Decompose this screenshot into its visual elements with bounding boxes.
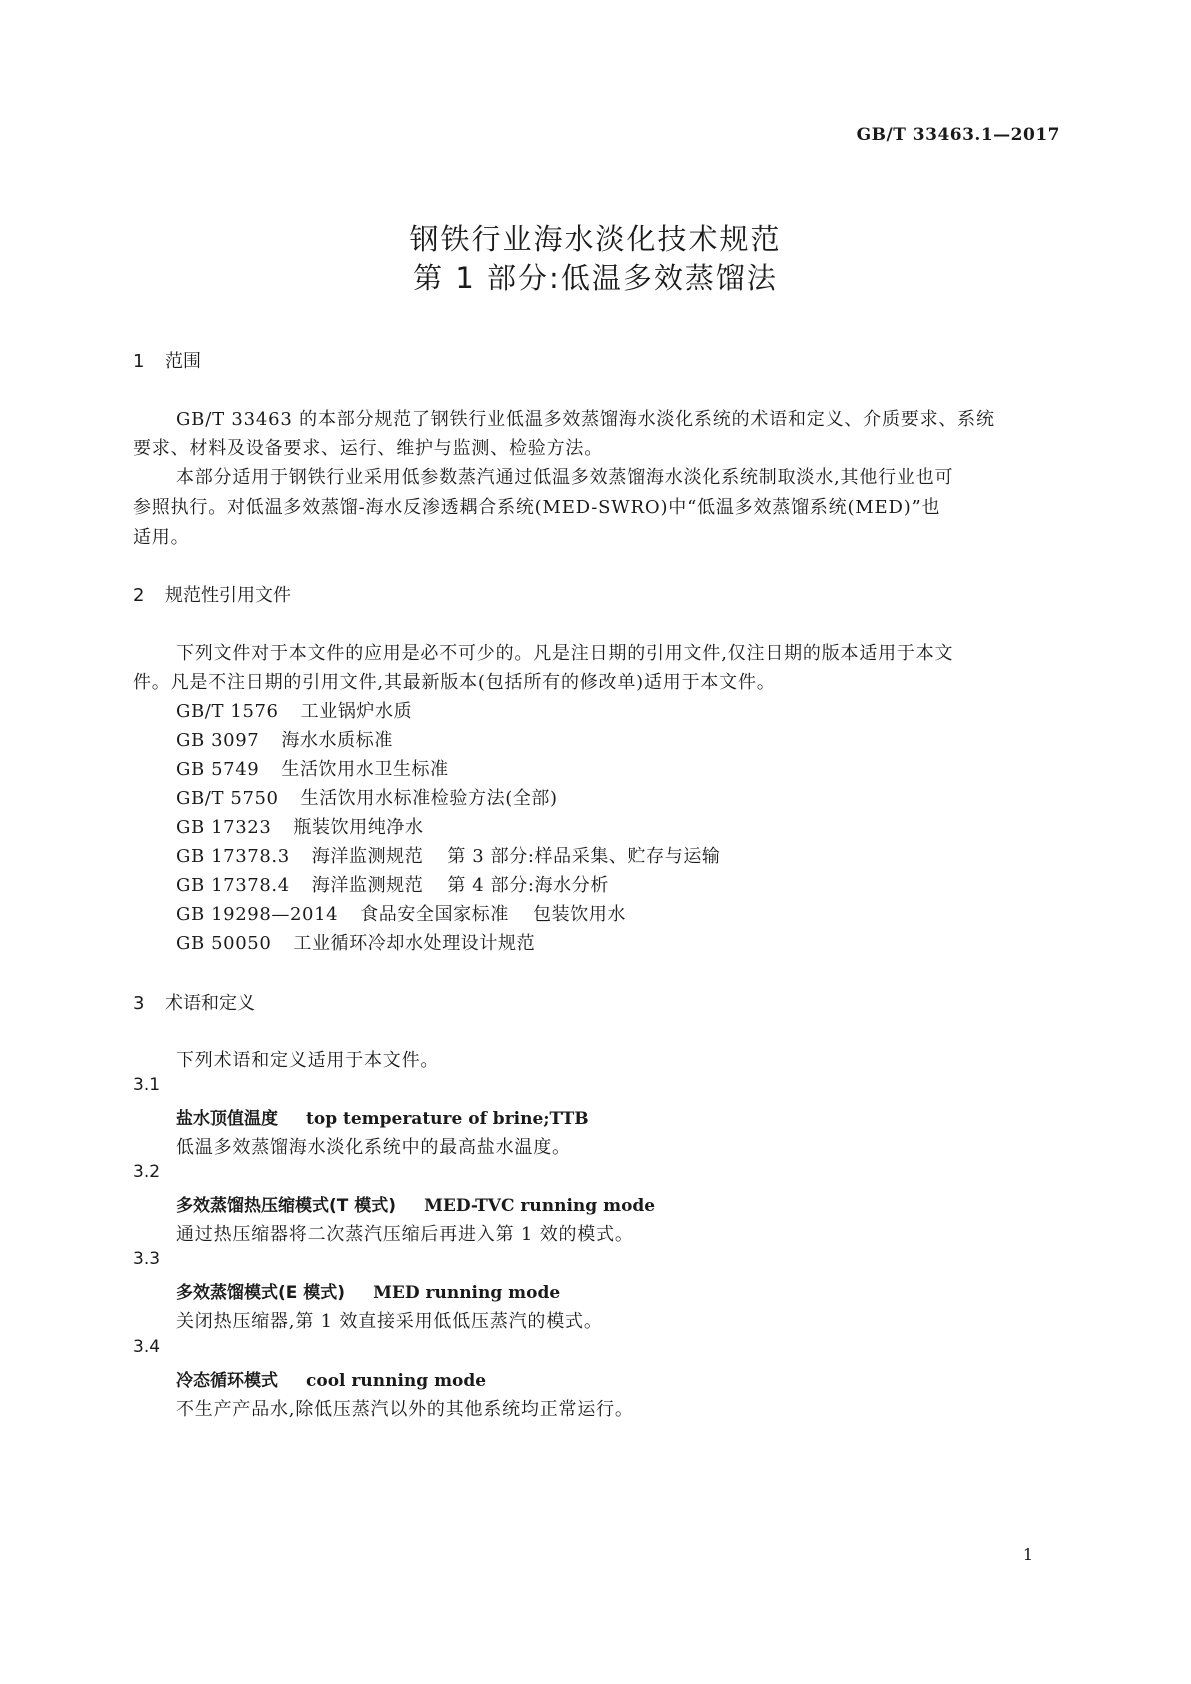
reference-title: 食品安全国家标准 bbox=[360, 904, 510, 925]
reference-code: GB 17323 bbox=[176, 817, 272, 838]
reference-item bbox=[176, 726, 393, 752]
term-en: MED-TVC running mode bbox=[424, 1196, 656, 1216]
reference-code: GB 17378.3 bbox=[176, 846, 290, 867]
term-en: MED running mode bbox=[373, 1283, 561, 1303]
reference-item bbox=[176, 784, 558, 810]
term-definition: 关闭热压缩器,第 1 效直接采用低低压蒸汽的模式。 bbox=[176, 1311, 603, 1332]
paragraph-line: 件。凡是不注日期的引用文件,其最新版本(包括所有的修改单)适用于本文件。 bbox=[133, 672, 776, 693]
doc-title-line1: 钢铁行业海水淡化技术规范 bbox=[409, 222, 782, 256]
section-number: 3 bbox=[133, 993, 145, 1014]
term-number: 3.2 bbox=[133, 1162, 161, 1182]
reference-code: GB 19298—2014 bbox=[176, 904, 339, 925]
reference-code: GB/T 1576 bbox=[176, 701, 279, 722]
term-zh: 冷态循环模式 bbox=[176, 1371, 278, 1391]
reference-title: 海洋监测规范 bbox=[311, 846, 424, 867]
reference-title: 海水水质标准 bbox=[281, 730, 393, 751]
reference-item bbox=[176, 697, 412, 723]
reference-code: GB 5749 bbox=[176, 759, 260, 780]
reference-part: 包装饮用水 bbox=[533, 904, 627, 925]
section-2-heading bbox=[133, 581, 291, 607]
reference-title: 生活饮用水标准检验方法(全部) bbox=[300, 788, 558, 809]
paragraph-line: 下列文件对于本文件的应用是必不可少的。凡是注日期的引用文件,仅注日期的版本适用于本文 bbox=[176, 643, 954, 664]
paragraph-line: 参照执行。对低温多效蒸馏-海水反渗透耦合系统(MED-SWRO)中“低温多效蒸馏系统(MED)”也 bbox=[133, 497, 941, 518]
doc-title-line2: 第 1 部分:低温多效蒸馏法 bbox=[413, 261, 778, 295]
reference-item bbox=[176, 900, 626, 926]
reference-code: GB 50050 bbox=[176, 933, 272, 954]
standard-number: GB/T 33463.1—2017 bbox=[856, 125, 1060, 145]
section-title: 规范性引用文件 bbox=[165, 585, 291, 606]
reference-part: 第 4 部分:海水分析 bbox=[447, 875, 609, 896]
term-entry bbox=[176, 1366, 486, 1391]
term-number: 3.3 bbox=[133, 1249, 161, 1269]
term-zh: 多效蒸馏模式(E 模式) bbox=[176, 1283, 346, 1303]
reference-item bbox=[176, 929, 535, 955]
reference-item bbox=[176, 813, 424, 839]
term-zh: 盐水顶值温度 bbox=[176, 1109, 278, 1129]
paragraph-line: 下列术语和定义适用于本文件。 bbox=[176, 1050, 440, 1071]
paragraph-line: 适用。 bbox=[133, 527, 190, 548]
term-entry bbox=[176, 1278, 560, 1303]
section-3-heading bbox=[133, 989, 255, 1015]
reference-code: GB/T 5750 bbox=[176, 788, 279, 809]
section-title: 范围 bbox=[165, 351, 201, 372]
term-number: 3.1 bbox=[133, 1075, 161, 1095]
section-title: 术语和定义 bbox=[165, 993, 255, 1014]
reference-item bbox=[176, 871, 609, 897]
term-entry bbox=[176, 1104, 589, 1129]
reference-title: 瓶装饮用纯净水 bbox=[293, 817, 424, 838]
reference-item bbox=[176, 755, 449, 781]
term-number: 3.4 bbox=[133, 1337, 161, 1357]
section-number: 2 bbox=[133, 585, 145, 606]
page-number: 1 bbox=[1022, 1545, 1033, 1564]
term-definition: 低温多效蒸馏海水淡化系统中的最高盐水温度。 bbox=[176, 1137, 571, 1158]
term-definition: 不生产产品水,除低压蒸汽以外的其他系统均正常运行。 bbox=[176, 1399, 634, 1420]
reference-part: 第 3 部分:样品采集、贮存与运输 bbox=[447, 846, 721, 867]
paragraph-line: 本部分适用于钢铁行业采用低参数蒸汽通过低温多效蒸馏海水淡化系统制取淡水,其他行业也可 bbox=[176, 467, 954, 488]
paragraph-line: 要求、材料及设备要求、运行、维护与监测、检验方法。 bbox=[133, 438, 603, 459]
term-entry bbox=[176, 1191, 655, 1216]
term-zh: 多效蒸馏热压缩模式(T 模式) bbox=[176, 1196, 397, 1216]
reference-title: 海洋监测规范 bbox=[311, 875, 424, 896]
reference-title: 工业锅炉水质 bbox=[300, 701, 413, 722]
paragraph-line: GB/T 33463 的本部分规范了钢铁行业低温多效蒸馏海水淡化系统的术语和定义、介质要求、系统 bbox=[176, 409, 995, 430]
section-number: 1 bbox=[133, 351, 145, 372]
reference-title: 工业循环冷却水处理设计规范 bbox=[293, 933, 536, 954]
term-en: top temperature of brine;TTB bbox=[306, 1109, 589, 1129]
term-definition: 通过热压缩器将二次蒸汽压缩后再进入第 1 效的模式。 bbox=[176, 1224, 634, 1245]
section-1-heading bbox=[133, 347, 201, 373]
reference-title: 生活饮用水卫生标准 bbox=[281, 759, 449, 780]
reference-code: GB 3097 bbox=[176, 730, 260, 751]
term-en: cool running mode bbox=[306, 1371, 487, 1391]
reference-item bbox=[176, 842, 721, 868]
reference-code: GB 17378.4 bbox=[176, 875, 290, 896]
